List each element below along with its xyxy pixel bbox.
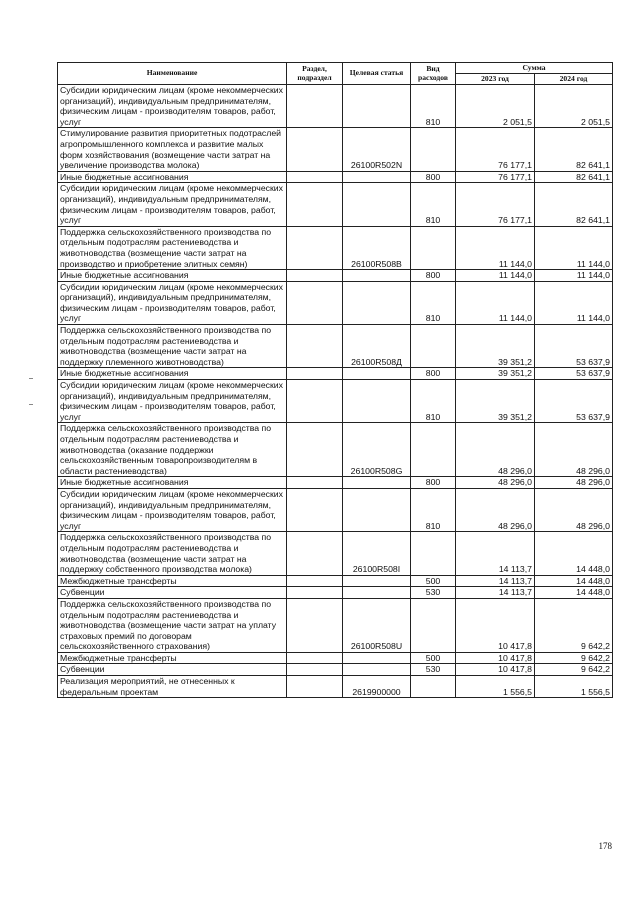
- cell-target: 26100R508B: [343, 226, 411, 269]
- cell-name: Субвенции: [58, 664, 287, 676]
- cell-v2024: 9 642,2: [535, 652, 613, 664]
- budget-table: [57, 62, 613, 698]
- cell-v2023: 76 177,1: [456, 171, 535, 183]
- cell-expense: [411, 532, 456, 575]
- cell-target: [343, 368, 411, 380]
- cell-target: [343, 85, 411, 128]
- cell-section: [287, 325, 343, 368]
- cell-target: [343, 281, 411, 324]
- cell-name: Поддержка сельскохозяйственного производства по отдельным подотраслям растениеводства и животноводства (возмещение части затрат на поддержку собственного производства молока): [58, 532, 287, 575]
- cell-name: Субсидии юридическим лицам (кроме некоммерческих организаций), индивидуальным предпринимателям, физическим лицам - производителям товаров, работ, услуг: [58, 488, 287, 531]
- cell-v2024: 53 637,9: [535, 368, 613, 380]
- scan-mark: [29, 404, 33, 405]
- cell-expense: 800: [411, 270, 456, 282]
- table-header: [58, 63, 613, 85]
- cell-expense: [411, 423, 456, 477]
- cell-expense: 530: [411, 664, 456, 676]
- cell-expense: 500: [411, 652, 456, 664]
- cell-section: [287, 477, 343, 489]
- cell-expense: 800: [411, 477, 456, 489]
- cell-v2023: 48 296,0: [456, 423, 535, 477]
- cell-target: [343, 652, 411, 664]
- table-row: [58, 171, 613, 183]
- cell-v2023: 76 177,1: [456, 128, 535, 171]
- table-row: [58, 587, 613, 599]
- cell-expense: [411, 226, 456, 269]
- cell-section: [287, 226, 343, 269]
- cell-expense: 800: [411, 368, 456, 380]
- cell-target: [343, 380, 411, 423]
- header-target: Целевая статья: [343, 63, 411, 85]
- header-year-2023: 2023 год: [456, 74, 535, 85]
- cell-name: Поддержка сельскохозяйственного производства по отдельным подотраслям растениеводства и животноводства (оказание поддержки сельскохозяйственным товаропроизводителям в области растениеводства): [58, 423, 287, 477]
- cell-v2023: 2 051,5: [456, 85, 535, 128]
- cell-section: [287, 85, 343, 128]
- table-row: [58, 128, 613, 171]
- cell-v2024: 53 637,9: [535, 325, 613, 368]
- cell-v2023: 39 351,2: [456, 380, 535, 423]
- table-row: [58, 281, 613, 324]
- cell-v2023: 14 113,7: [456, 575, 535, 587]
- cell-name: Субсидии юридическим лицам (кроме некоммерческих организаций), индивидуальным предпринимателям, физическим лицам - производителям товаров, работ, услуг: [58, 380, 287, 423]
- cell-section: [287, 128, 343, 171]
- table-row: [58, 270, 613, 282]
- cell-target: [343, 477, 411, 489]
- cell-section: [287, 368, 343, 380]
- cell-target: 26100R502N: [343, 128, 411, 171]
- cell-target: 26100R508I: [343, 532, 411, 575]
- cell-name: Межбюджетные трансферты: [58, 652, 287, 664]
- table-row: [58, 488, 613, 531]
- cell-v2023: 76 177,1: [456, 183, 535, 226]
- cell-v2023: 14 113,7: [456, 587, 535, 599]
- cell-target: 26100R508U: [343, 598, 411, 652]
- cell-name: Поддержка сельскохозяйственного производства по отдельным подотраслям растениеводства и животноводства (возмещение части затрат на поддержку племенного животноводства): [58, 325, 287, 368]
- cell-section: [287, 183, 343, 226]
- cell-target: [343, 664, 411, 676]
- cell-v2023: 11 144,0: [456, 226, 535, 269]
- table-body: [58, 85, 613, 698]
- cell-expense: 500: [411, 575, 456, 587]
- cell-v2024: 9 642,2: [535, 598, 613, 652]
- cell-v2023: 11 144,0: [456, 281, 535, 324]
- cell-v2023: 48 296,0: [456, 477, 535, 489]
- cell-v2024: 82 641,1: [535, 183, 613, 226]
- scan-mark: [29, 378, 33, 379]
- cell-section: [287, 270, 343, 282]
- cell-v2024: 9 642,2: [535, 664, 613, 676]
- table-row: [58, 575, 613, 587]
- cell-v2024: 11 144,0: [535, 281, 613, 324]
- cell-target: 26100R508Д: [343, 325, 411, 368]
- cell-v2024: 53 637,9: [535, 380, 613, 423]
- cell-expense: [411, 325, 456, 368]
- cell-section: [287, 598, 343, 652]
- table-row: [58, 183, 613, 226]
- cell-expense: [411, 128, 456, 171]
- cell-section: [287, 423, 343, 477]
- cell-target: 26100R508G: [343, 423, 411, 477]
- cell-v2024: 14 448,0: [535, 532, 613, 575]
- cell-expense: 810: [411, 380, 456, 423]
- cell-name: Иные бюджетные ассигнования: [58, 171, 287, 183]
- cell-name: Стимулирование развития приоритетных подотраслей агропромышленного комплекса и развитие малых форм хозяйствования (возмещение части затрат на увеличение производства молока): [58, 128, 287, 171]
- cell-target: 2619900000: [343, 676, 411, 698]
- cell-v2024: 2 051,5: [535, 85, 613, 128]
- header-year-2024: 2024 год: [535, 74, 613, 85]
- cell-section: [287, 587, 343, 599]
- cell-expense: 810: [411, 183, 456, 226]
- cell-section: [287, 171, 343, 183]
- header-name: Наименование: [58, 63, 287, 85]
- table-row: [58, 598, 613, 652]
- cell-name: Субсидии юридическим лицам (кроме некоммерческих организаций), индивидуальным предпринимателям, физическим лицам - производителям товаров, работ, услуг: [58, 281, 287, 324]
- cell-section: [287, 664, 343, 676]
- table-row: [58, 85, 613, 128]
- cell-v2023: 14 113,7: [456, 532, 535, 575]
- cell-v2024: 48 296,0: [535, 477, 613, 489]
- cell-target: [343, 171, 411, 183]
- cell-name: Иные бюджетные ассигнования: [58, 477, 287, 489]
- cell-v2023: 48 296,0: [456, 488, 535, 531]
- cell-name: Субвенции: [58, 587, 287, 599]
- cell-v2024: 11 144,0: [535, 270, 613, 282]
- table-row: [58, 676, 613, 698]
- cell-target: [343, 270, 411, 282]
- cell-v2024: 14 448,0: [535, 587, 613, 599]
- cell-v2024: 82 641,1: [535, 128, 613, 171]
- cell-v2023: 39 351,2: [456, 368, 535, 380]
- table-row: [58, 664, 613, 676]
- cell-v2024: 48 296,0: [535, 423, 613, 477]
- cell-name: Иные бюджетные ассигнования: [58, 368, 287, 380]
- cell-v2024: 1 556,5: [535, 676, 613, 698]
- cell-name: Реализация мероприятий, не отнесенных к федеральным проектам: [58, 676, 287, 698]
- cell-v2024: 14 448,0: [535, 575, 613, 587]
- table-row: [58, 423, 613, 477]
- header-expense-type: Вид расходов: [411, 63, 456, 85]
- cell-v2023: 10 417,8: [456, 598, 535, 652]
- cell-section: [287, 652, 343, 664]
- cell-target: [343, 183, 411, 226]
- cell-expense: [411, 598, 456, 652]
- header-sum: Сумма: [456, 63, 613, 74]
- cell-name: Субсидии юридическим лицам (кроме некоммерческих организаций), индивидуальным предпринимателям, физическим лицам - производителям товаров, работ, услуг: [58, 183, 287, 226]
- cell-v2023: 10 417,8: [456, 664, 535, 676]
- table-row: [58, 368, 613, 380]
- table-row: [58, 380, 613, 423]
- cell-v2023: 1 556,5: [456, 676, 535, 698]
- cell-v2023: 39 351,2: [456, 325, 535, 368]
- cell-name: Поддержка сельскохозяйственного производства по отдельным подотраслям растениеводства и животноводства (возмещение части затрат на производство и приобретение элитных семян): [58, 226, 287, 269]
- cell-expense: [411, 676, 456, 698]
- table-row: [58, 477, 613, 489]
- cell-v2024: 48 296,0: [535, 488, 613, 531]
- header-section: Раздел, подраздел: [287, 63, 343, 85]
- cell-expense: 810: [411, 488, 456, 531]
- table-row: [58, 226, 613, 269]
- cell-name: Субсидии юридическим лицам (кроме некоммерческих организаций), индивидуальным предпринимателям, физическим лицам - производителям товаров, работ, услуг: [58, 85, 287, 128]
- cell-target: [343, 488, 411, 531]
- table-row: [58, 325, 613, 368]
- page-number: 178: [598, 841, 612, 851]
- cell-name: Межбюджетные трансферты: [58, 575, 287, 587]
- table-row: [58, 652, 613, 664]
- cell-section: [287, 488, 343, 531]
- cell-name: Поддержка сельскохозяйственного производства по отдельным подотраслям растениеводства и животноводства (возмещение части затрат на уплату страховых премий по договорам сельскохозяйственного страхования): [58, 598, 287, 652]
- cell-section: [287, 532, 343, 575]
- cell-expense: 800: [411, 171, 456, 183]
- cell-name: Иные бюджетные ассигнования: [58, 270, 287, 282]
- cell-v2023: 10 417,8: [456, 652, 535, 664]
- cell-target: [343, 575, 411, 587]
- cell-target: [343, 587, 411, 599]
- cell-section: [287, 676, 343, 698]
- cell-section: [287, 281, 343, 324]
- cell-v2024: 11 144,0: [535, 226, 613, 269]
- cell-section: [287, 380, 343, 423]
- cell-v2024: 82 641,1: [535, 171, 613, 183]
- cell-expense: 810: [411, 85, 456, 128]
- table-row: [58, 532, 613, 575]
- cell-expense: 810: [411, 281, 456, 324]
- cell-expense: 530: [411, 587, 456, 599]
- cell-section: [287, 575, 343, 587]
- cell-v2023: 11 144,0: [456, 270, 535, 282]
